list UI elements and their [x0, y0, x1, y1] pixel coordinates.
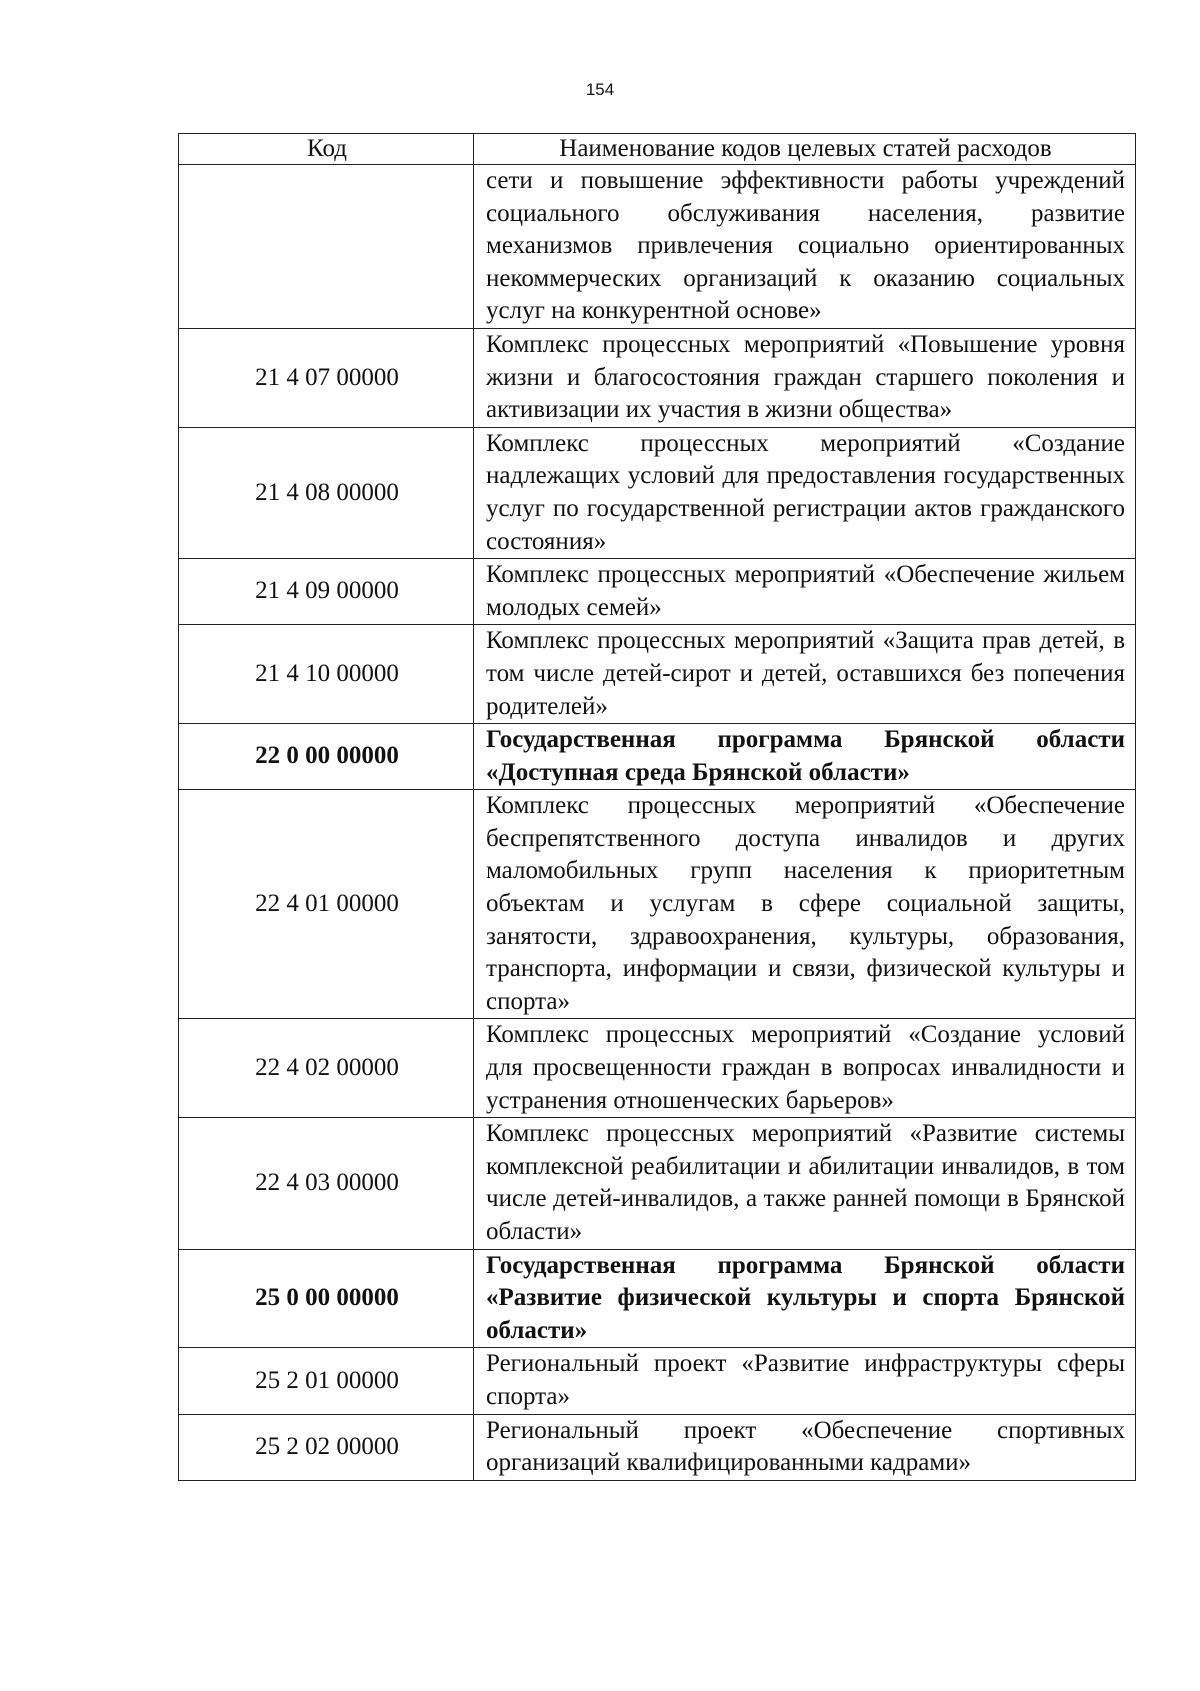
- row-code: 25 0 00 00000: [179, 1249, 474, 1348]
- table-row: [179, 790, 1136, 1019]
- table-row: [179, 1348, 1136, 1414]
- row-name: Региональный проект «Развитие инфраструктуры сферы спорта»: [474, 1348, 1136, 1414]
- table-row: [179, 724, 1136, 790]
- row-name: Комплекс процессных мероприятий «Повышение уровня жизни и благосостояния граждан старшего поколения и активизации их участия в жизни общества»: [474, 328, 1136, 427]
- row-name: Комплекс процессных мероприятий «Развитие системы комплексной реабилитации и абилитации инвалидов, в том числе детей-инвалидов, а также ранней помощи в Брянской области»: [474, 1118, 1136, 1249]
- table-body: [179, 165, 1136, 1481]
- target-expense-codes-table: [178, 133, 1136, 1481]
- row-name: Комплекс процессных мероприятий «Защита прав детей, в том числе детей-сирот и детей, оставшихся без попечения родителей»: [474, 625, 1136, 724]
- row-code: 21 4 08 00000: [179, 427, 474, 558]
- table-row: [179, 427, 1136, 558]
- row-code: 22 0 00 00000: [179, 724, 474, 790]
- table-row: [179, 1249, 1136, 1348]
- row-name: Комплекс процессных мероприятий «Обеспечение жильем молодых семей»: [474, 559, 1136, 625]
- table-row: [179, 625, 1136, 724]
- header-code: Код: [179, 134, 474, 165]
- table-row: [179, 165, 1136, 329]
- row-name: Государственная программа Брянской области «Развитие физической культуры и спорта Брянской области»: [474, 1249, 1136, 1348]
- table-row: [179, 328, 1136, 427]
- row-code: 25 2 01 00000: [179, 1348, 474, 1414]
- row-code: 22 4 03 00000: [179, 1118, 474, 1249]
- row-code: [179, 165, 474, 329]
- row-code: 21 4 10 00000: [179, 625, 474, 724]
- header-name: Наименование кодов целевых статей расходов: [474, 134, 1136, 165]
- row-code: 25 2 02 00000: [179, 1414, 474, 1480]
- header-row: [179, 134, 1136, 165]
- row-name: Региональный проект «Обеспечение спортивных организаций квалифицированными кадрами»: [474, 1414, 1136, 1480]
- row-code: 22 4 02 00000: [179, 1019, 474, 1118]
- row-name: Государственная программа Брянской области «Доступная среда Брянской области»: [474, 724, 1136, 790]
- row-code: 21 4 09 00000: [179, 559, 474, 625]
- row-name: Комплекс процессных мероприятий «Создание условий для просвещенности граждан в вопросах инвалидности и устранения отношенческих барьеров»: [474, 1019, 1136, 1118]
- table-header: [179, 134, 1136, 165]
- table-row: [179, 1118, 1136, 1249]
- row-code: 22 4 01 00000: [179, 790, 474, 1019]
- table-row: [179, 1019, 1136, 1118]
- page-number: 154: [585, 80, 615, 99]
- table-row: [179, 1414, 1136, 1480]
- row-name: Комплекс процессных мероприятий «Создание надлежащих условий для предоставления государственных услуг по государственной регистрации актов гражданского состояния»: [474, 427, 1136, 558]
- row-code: 21 4 07 00000: [179, 328, 474, 427]
- row-name: сети и повышение эффективности работы учреждений социального обслуживания населения, развитие механизмов привлечения социально ориентированных некоммерческих организаций к оказанию социальных услуг на конкурентной основе»: [474, 165, 1136, 329]
- row-name: Комплекс процессных мероприятий «Обеспечение беспрепятственного доступа инвалидов и других маломобильных групп населения к приоритетным объектам и услугам в сфере социальной защиты, занятости, здравоохранения, культуры, образования, транспорта, информации и связи, физической культуры и спорта»: [474, 790, 1136, 1019]
- table-row: [179, 559, 1136, 625]
